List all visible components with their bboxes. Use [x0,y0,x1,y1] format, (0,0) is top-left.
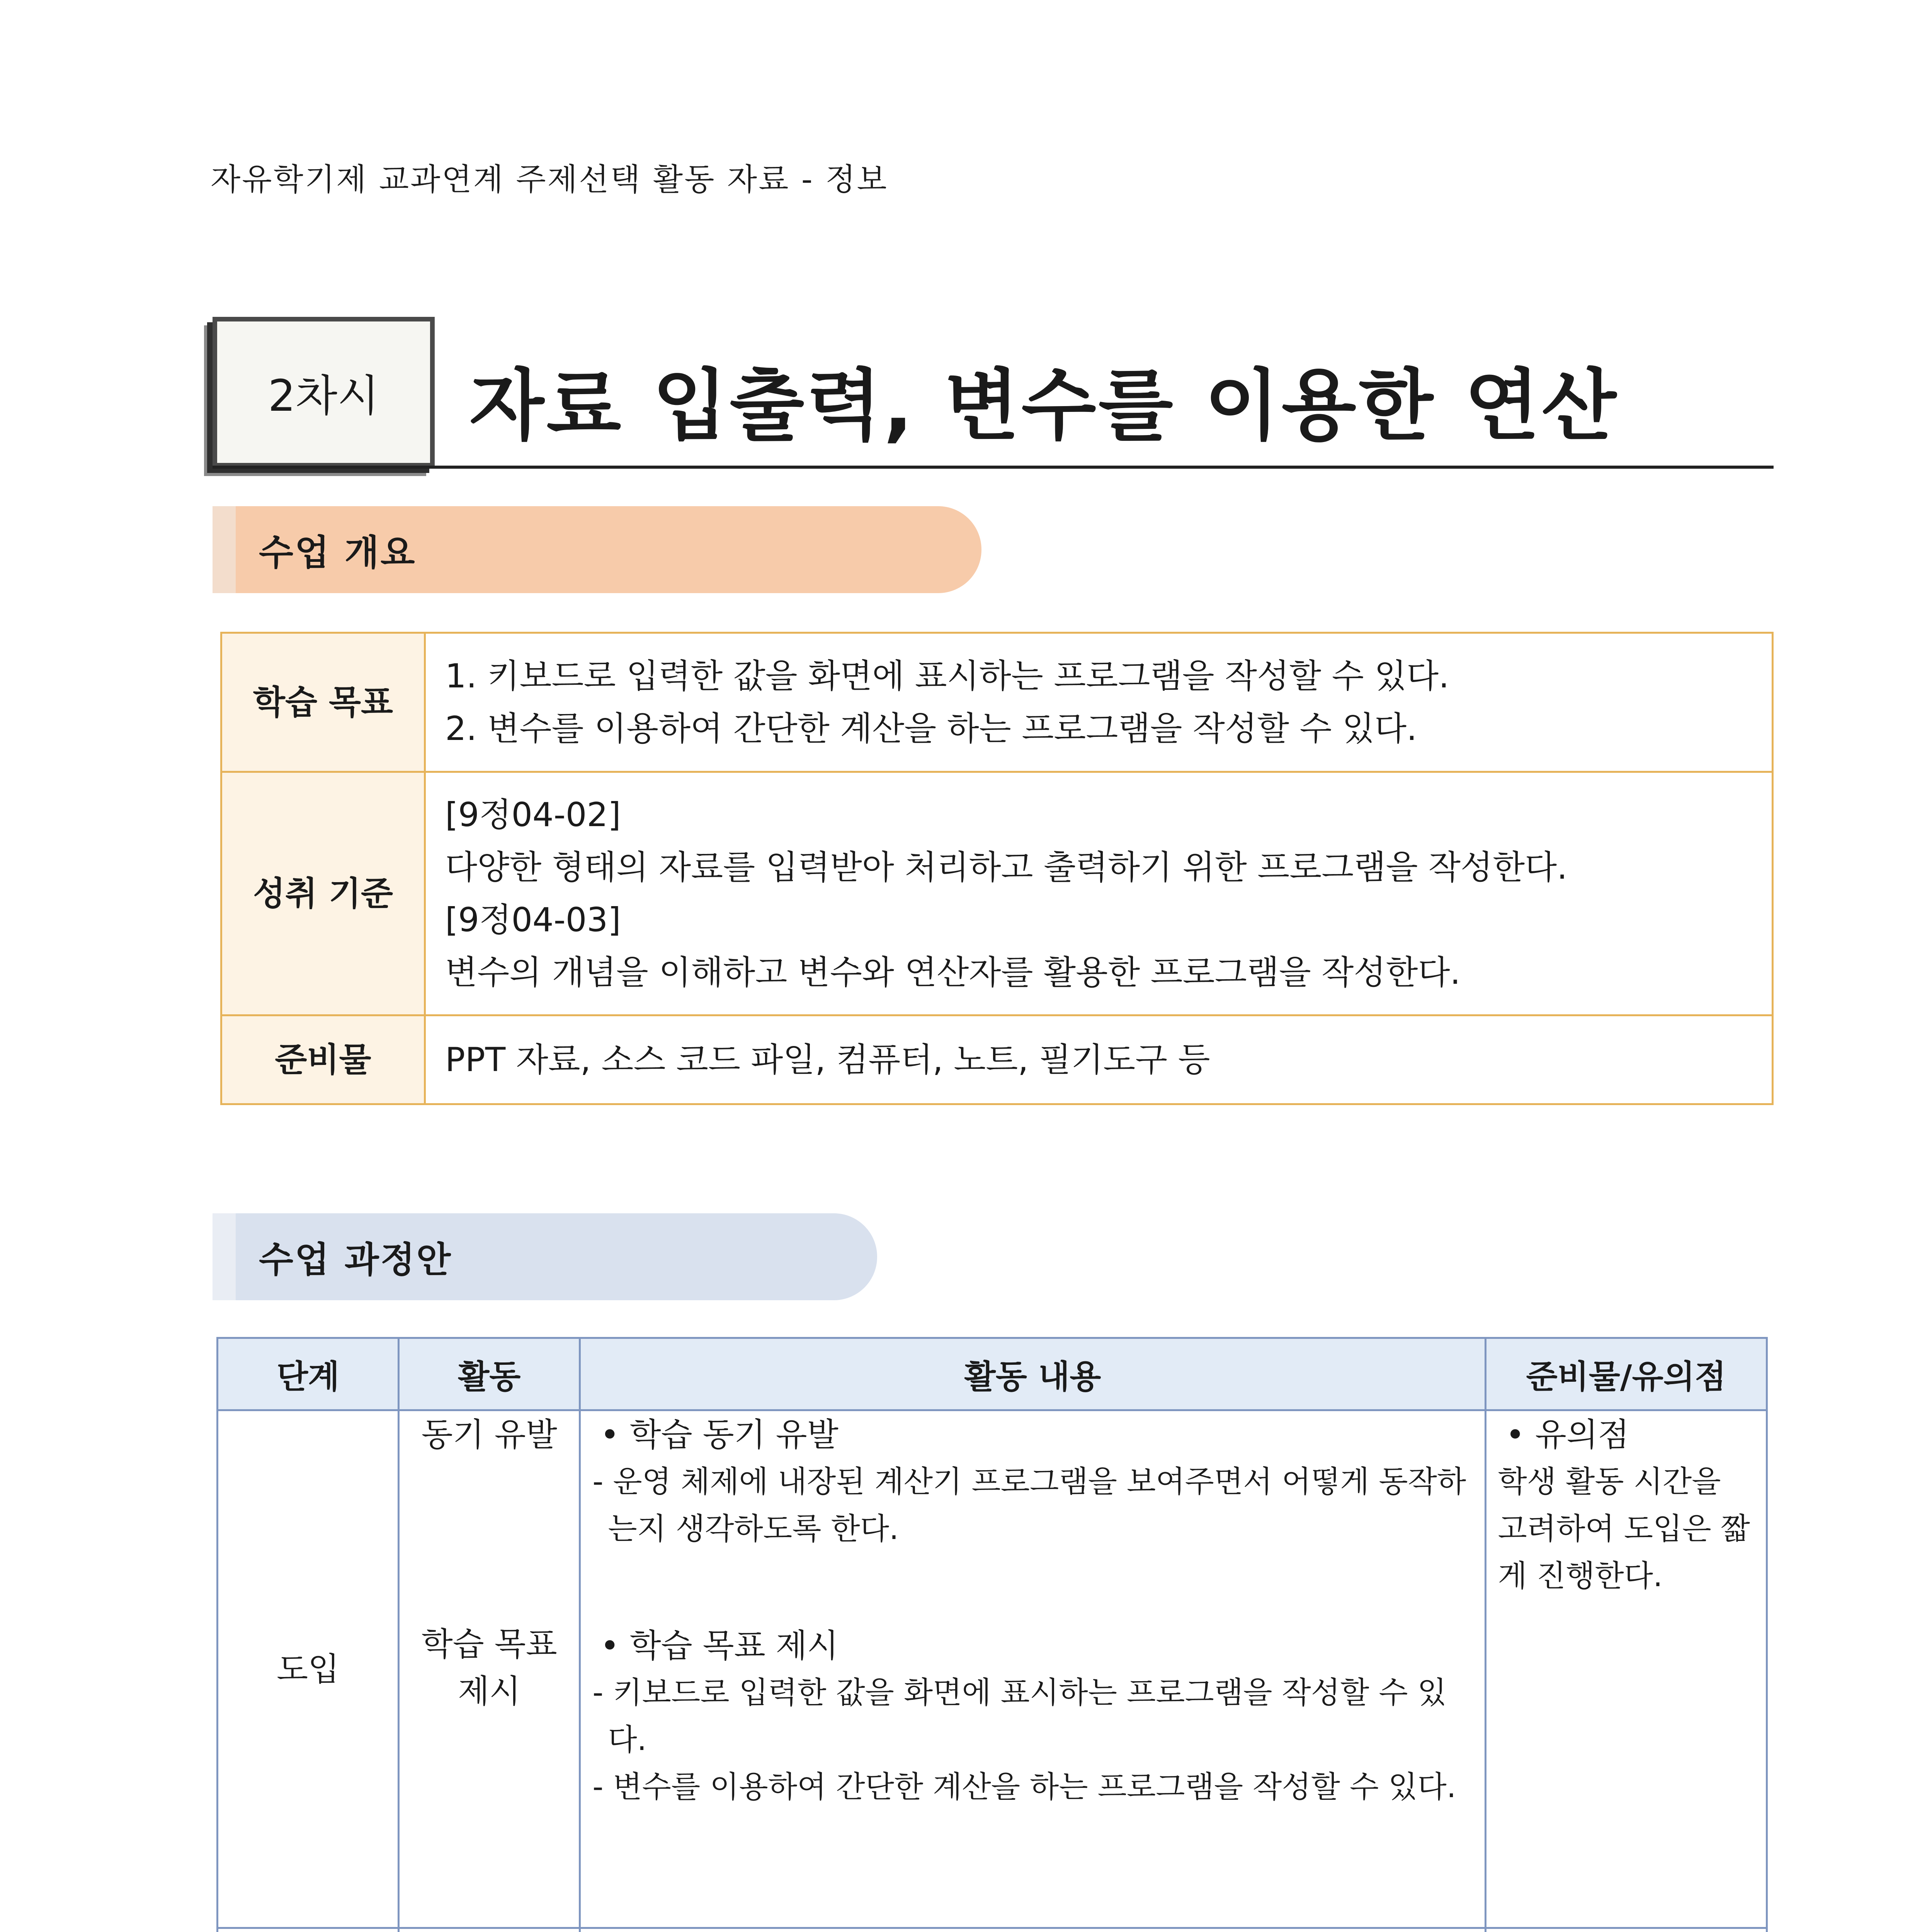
standard-line-1: [9정04-02] [445,795,621,834]
col-header-content: 활동 내용 [580,1338,1485,1410]
page-header: 자유학기제 교과연계 주제선택 활동 자료 - 정보 [211,162,888,197]
table-row [221,772,1773,1015]
table-row [221,1015,1773,1104]
activity-dev [399,1928,580,1932]
goal-line-1: 1. 키보드로 입력한 값을 화면에 표시하는 프로그램을 작성할 수 있다. [445,656,1449,696]
detail-motivation: - 운영 체제에 내장된 계산기 프로그램을 보여주면서 어떻게 동작하는지 생각하도록 한다. [592,1464,1466,1546]
section-process-heading [213,1213,877,1300]
pill-edge [213,1213,236,1300]
goal-line-2: 2. 변수를 이용하여 간단한 계산을 하는 프로그램을 작성할 수 있다. [445,709,1417,748]
session-title: 자료 입출력, 변수를 이용한 연산 [469,361,1619,451]
bullet-goal: • 학습 목표 제시 [600,1627,838,1665]
content-dev [580,1928,1485,1932]
row-content-materials [425,1015,1773,1104]
section-process-label: 수업 과정안 [259,1239,452,1281]
activity-motivation: 동기 유발 [421,1416,557,1454]
pill-edge [213,506,236,593]
table-row [221,633,1773,772]
col-header-stage: 단계 [218,1338,399,1410]
bullet-problem [592,1929,1473,1932]
overview-table [220,632,1774,1105]
activity-goal-2: 제시 [458,1672,521,1710]
col-header-activity: 활동 [399,1338,580,1410]
standard-line-4: 변수의 개념을 이해하고 변수와 연산자를 활용한 프로그램을 작성한다. [445,953,1461,992]
table-row [218,1410,1767,1928]
stage-intro: 도입 [218,1410,399,1928]
row-label-standard: 성취 기준 [221,772,425,1015]
materials-line: PPT 자료, 소스 코드 파일, 컴퓨터, 노트, 필기도구 등 [445,1040,1210,1079]
process-table [216,1337,1768,1932]
session-badge-label: 2차시 [268,371,379,421]
activity-whole-class [411,1929,567,1932]
row-label-goal: 학습 목표 [221,633,425,772]
row-content-goal [425,633,1773,772]
notes-dev [1485,1928,1767,1932]
detail-goal-1: - 키보드로 입력한 값을 화면에 표시하는 프로그램을 작성할 수 있다. [592,1675,1447,1757]
col-header-notes: 준비물/유의점 [1485,1338,1767,1410]
bullet-motivation: • 학습 동기 유발 [600,1416,838,1454]
standard-line-2: 다양한 형태의 자료를 입력받아 처리하고 출력하기 위한 프로그램을 작성한다. [445,848,1568,887]
row-label-materials: 준비물 [221,1015,425,1104]
section-overview-label: 수업 개요 [259,532,417,573]
activity-goal-1: 학습 목표 [421,1625,557,1663]
row-content-standard [425,772,1773,1015]
stage-dev [218,1928,399,1932]
standard-line-3: [9정04-03] [445,900,621,939]
content-intro [580,1410,1485,1928]
table-header-row [218,1338,1767,1410]
table-row [218,1928,1767,1932]
note-title: • 유의점 [1505,1416,1629,1454]
session-badge [213,317,435,468]
section-overview-heading [213,506,981,593]
note-body: 학생 활동 시간을 고려하여 도입은 짧게 진행한다. [1498,1464,1750,1594]
notes-intro [1485,1410,1767,1928]
activity-intro [399,1410,580,1928]
title-divider [213,466,1774,469]
detail-goal-2: - 변수를 이용하여 간단한 계산을 하는 프로그램을 작성할 수 있다. [592,1770,1456,1804]
